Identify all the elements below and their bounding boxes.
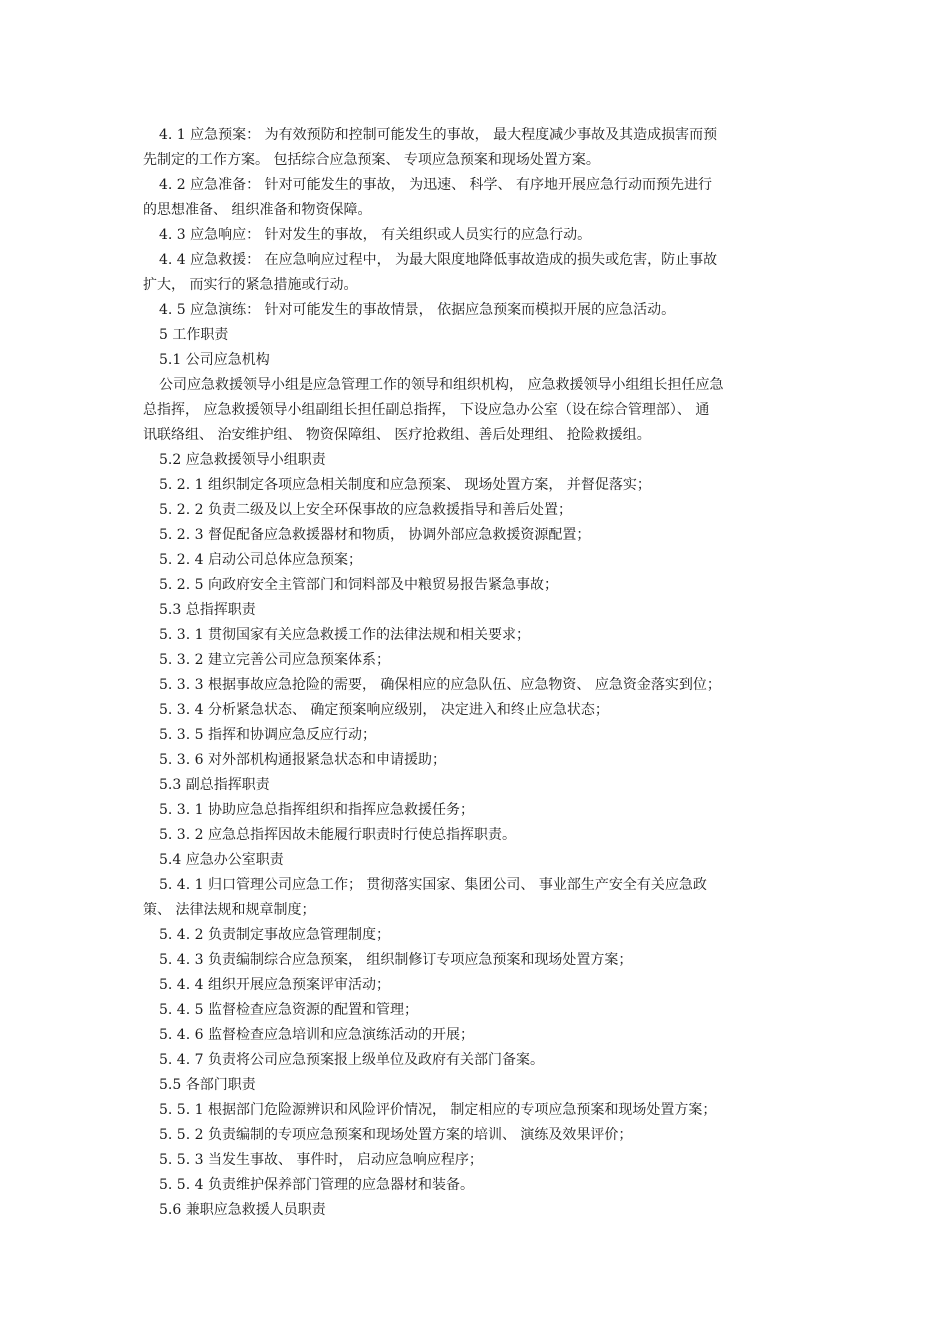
text-line: 5.2 应急救援领导小组职责 — [159, 452, 326, 468]
text-line: 4. 1 应急预案： 为有效预防和控制可能发生的事故， 最大程度减少事故及其造成损害而预 — [159, 127, 718, 143]
text-line: 策、 法律法规和规章制度； — [143, 902, 316, 918]
text-line: 4. 2 应急准备： 针对可能发生的事故， 为迅速、 科学、 有序地开展应急行动而预先进行 — [159, 177, 712, 193]
text-line: 4. 4 应急救援： 在应急响应过程中， 为最大限度地降低事故造成的损失或危害，防止事故 — [159, 252, 718, 268]
text-line: 5. 4. 2 负责制定事故应急管理制度； — [159, 927, 390, 943]
text-line: 5. 2. 4 启动公司总体应急预案； — [159, 552, 362, 568]
text-line: 5. 5. 2 负责编制的专项应急预案和现场处置方案的培训、 演练及效果评价； — [159, 1127, 633, 1143]
text-line: 5.6 兼职应急救援人员职责 — [159, 1202, 326, 1218]
text-line: 5.3 总指挥职责 — [159, 602, 256, 618]
text-line: 5. 5. 4 负责维护保养部门管理的应急器材和装备。 — [159, 1177, 474, 1193]
text-line: 5. 4. 5 监督检查应急资源的配置和管理； — [159, 1002, 418, 1018]
text-line: 5. 2. 5 向政府安全主管部门和饲料部及中粮贸易报告紧急事故； — [159, 577, 558, 593]
text-line: 先制定的工作方案。 包括综合应急预案、 专项应急预案和现场处置方案。 — [143, 152, 600, 168]
text-line: 5. 3. 1 协助应急总指挥组织和指挥应急救援任务； — [159, 802, 474, 818]
text-line: 5 工作职责 — [159, 327, 229, 343]
text-line: 的思想准备、 组织准备和物资保障。 — [143, 202, 372, 218]
text-line: 5. 2. 3 督促配备应急救援器材和物质， 协调外部应急救援资源配置； — [159, 527, 591, 543]
text-line: 5. 3. 4 分析紧急状态、 确定预案响应级别， 决定进入和终止应急状态； — [159, 702, 609, 718]
text-line: 5. 3. 3 根据事故应急抢险的需要， 确保相应的应急队伍、应急物资、 应急资金落实到位； — [159, 677, 721, 693]
text-line: 5. 4. 7 负责将公司应急预案报上级单位及政府有关部门备案。 — [159, 1052, 544, 1068]
text-line: 5. 3. 5 指挥和协调应急反应行动； — [159, 727, 376, 743]
text-line: 公司应急救援领导小组是应急管理工作的领导和组织机构， 应急救援领导小组组长担任应急 — [159, 377, 724, 393]
text-line: 5. 4. 6 监督检查应急培训和应急演练活动的开展； — [159, 1027, 474, 1043]
text-line: 4. 5 应急演练： 针对可能发生的事故情景， 依据应急预案而模拟开展的应急活动。 — [159, 302, 676, 318]
text-line: 5. 3. 2 应急总指挥因故未能履行职责时行使总指挥职责。 — [159, 827, 516, 843]
text-line: 讯联络组、 治安维护组、 物资保障组、 医疗抢救组、善后处理组、 抢险救援组。 — [143, 427, 651, 443]
text-line: 5. 2. 1 组织制定各项应急相关制度和应急预案、 现场处置方案， 并督促落实； — [159, 477, 651, 493]
text-line: 5. 3. 2 建立完善公司应急预案体系； — [159, 652, 390, 668]
text-line: 5. 3. 1 贯彻国家有关应急救援工作的法律法规和相关要求； — [159, 627, 530, 643]
text-line: 5. 5. 3 当发生事故、 事件时， 启动应急响应程序； — [159, 1152, 483, 1168]
document-body — [143, 123, 809, 1223]
text-line: 5. 3. 6 对外部机构通报紧急状态和申请援助； — [159, 752, 446, 768]
text-line: 5. 2. 2 负责二级及以上安全环保事故的应急救援指导和善后处置； — [159, 502, 572, 518]
text-line: 5. 4. 3 负责编制综合应急预案， 组织制修订专项应急预案和现场处置方案； — [159, 952, 633, 968]
text-line: 5. 5. 1 根据部门危险源辨识和风险评价情况， 制定相应的专项应急预案和现场处置方案； — [159, 1102, 717, 1118]
text-line: 5. 4. 4 组织开展应急预案评审活动； — [159, 977, 390, 993]
text-line: 4. 3 应急响应： 针对发生的事故， 有关组织或人员实行的应急行动。 — [159, 227, 592, 243]
text-line: 5.3 副总指挥职责 — [159, 777, 270, 793]
text-line: 5. 4. 1 归口管理公司应急工作； 贯彻落实国家、集团公司、 事业部生产安全有关应急政 — [159, 877, 707, 893]
text-line: 5.5 各部门职责 — [159, 1077, 256, 1093]
text-line: 5.4 应急办公室职责 — [159, 852, 284, 868]
text-line: 5.1 公司应急机构 — [159, 352, 270, 368]
text-line: 总指挥， 应急救援领导小组副组长担任副总指挥， 下设应急办公室（设在综合管理部）、 通 — [143, 402, 710, 418]
text-line: 扩大， 而实行的紧急措施或行动。 — [143, 277, 358, 293]
